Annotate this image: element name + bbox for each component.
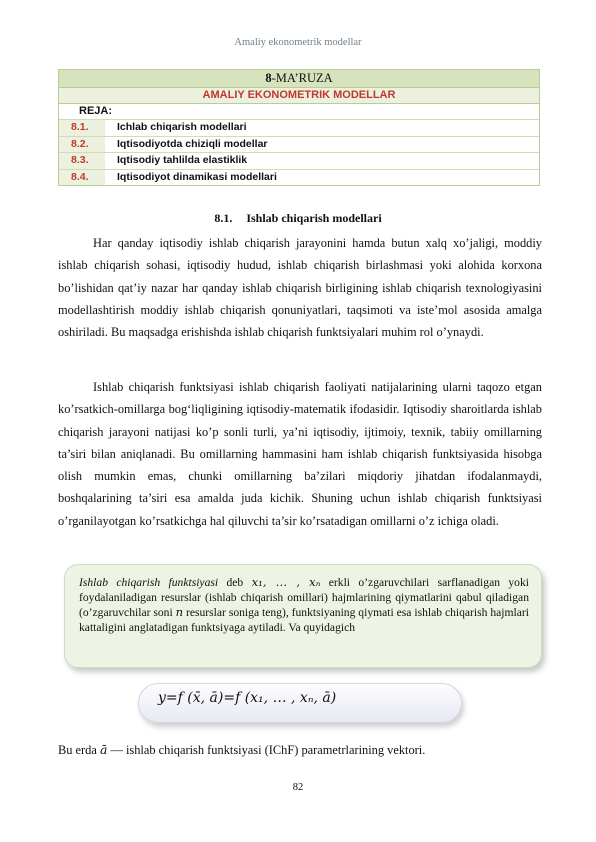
lecture-number <box>59 70 539 88</box>
definition-part: deb <box>218 576 252 589</box>
definition-n: n <box>175 605 184 619</box>
parameter-vector-symbol: ā <box>99 742 108 757</box>
formula-explanation <box>58 742 425 758</box>
plan-item-number: 8.1. <box>59 120 105 136</box>
paragraph: Ishlab chiqarish funktsiyasi ishlab chiqarish faoliyati natijalarining ularni taqozo etgan ko’rsatkich-omillarga bog‘liqligining iqtisodiy-matematik ifodasidir. Iqtisodiy sharoitlarda ishlab chiqarish jarayoni natijasi ko’p sonli turli, ya’ni iqtisodiy, ijtimoiy, texnik, tabiiy omillarning ta’siri bilan aniqlanadi. Bu omillarning hammasini ham ishlab chiqarish funktsiyasida hisobga olish mumkin emas, chunki omillarning ba’zilari miqdoriy jihatdan ifodalanmaydi, boshqalarining ta’siri esa amalda juda kichik. Shuning uchun ishlab chiqarish funktsiyasi o’rganilayotgan ko’rsatkichga hal qiluvchi ta’sir ko’rsatadigan omillarni o’z ichiga oladi. <box>58 380 542 528</box>
section-heading <box>0 211 596 226</box>
running-head: Amaliy ekonometrik modellar <box>234 37 362 48</box>
lecture-title: AMALIY EKONOMETRIK MODELLAR <box>59 88 539 104</box>
section-title: Ishlab chiqarish modellari <box>246 211 382 225</box>
explanation-prefix: Bu erda <box>58 743 100 757</box>
plan-item-text: Iqtisodiyot dinamikasi modellari <box>105 170 539 186</box>
plan-item-number: 8.2. <box>59 137 105 153</box>
production-function-formula: y=f (x̄, ā)=f (x₁, … , xₙ, ā) <box>158 690 337 706</box>
definition-term: Ishlab chiqarish funktsiyasi <box>79 576 219 589</box>
lecture-number-digit: 8 <box>265 71 272 85</box>
plan-label: REJA: <box>59 104 539 120</box>
plan-item-number: 8.3. <box>59 153 105 169</box>
plan-item <box>59 137 539 154</box>
definition-part: erkli o’zgaruvchilari sarflanadigan yoki foydalaniladigan resurslar (ishlab chiqarish omillari) hajmlarining qiymatlarini qabul qiladigan (o’zgaruvchilar soni <box>79 576 529 619</box>
plan-item-text: Iqtisodiy tahlilda elastiklik <box>105 153 539 169</box>
plan-item-text: Ichlab chiqarish modellari <box>105 120 539 136</box>
plan-item <box>59 153 539 170</box>
page-number: 82 <box>292 782 304 793</box>
definition-text <box>79 575 529 635</box>
definition-variables: x₁, … , xₙ <box>251 575 321 589</box>
plan-item-text: Iqtisodiyotda chiziqli modellar <box>105 137 539 153</box>
definition-part: resurslar soniga teng), funktsiyaning qiymati esa ishlab chiqarish hajmlari kattaligini anglatadigan funktsiyaga aytiladi. Va quyidagich <box>79 606 529 634</box>
plan-item-number: 8.4. <box>59 170 105 186</box>
definition-box <box>64 564 542 668</box>
lecture-number-label: -MA’RUZA <box>271 71 333 85</box>
paragraph: Har qanday iqtisodiy ishlab chiqarish jarayonini hamda butun xalq xo’jaligi, moddiy ishlab chiqarish sohasi, iqtisodiy hudud, ishlab chiqarish birlashmasi yoki alohida korxona bo’lishidan qat’iy nazar har qanday ishlab chiqarish birligining ishlab chiqarish texnologiyasini modellashtirish moddiy ishlab chiqarish qonuniyatlari, taqsimoti va iste’mol asosida amalga oshiriladi. Bu maqsadga erishishda ishlab chiqarish funktsiyalari muhim rol o’ynaydi. <box>58 236 542 340</box>
explanation-suffix: — ishlab chiqarish funktsiyasi (IChF) parametrlarining vektori. <box>107 743 426 757</box>
plan-item <box>59 120 539 137</box>
section-number: 8.1. <box>214 211 233 225</box>
plan-item <box>59 170 539 186</box>
lecture-plan-box <box>58 69 540 186</box>
